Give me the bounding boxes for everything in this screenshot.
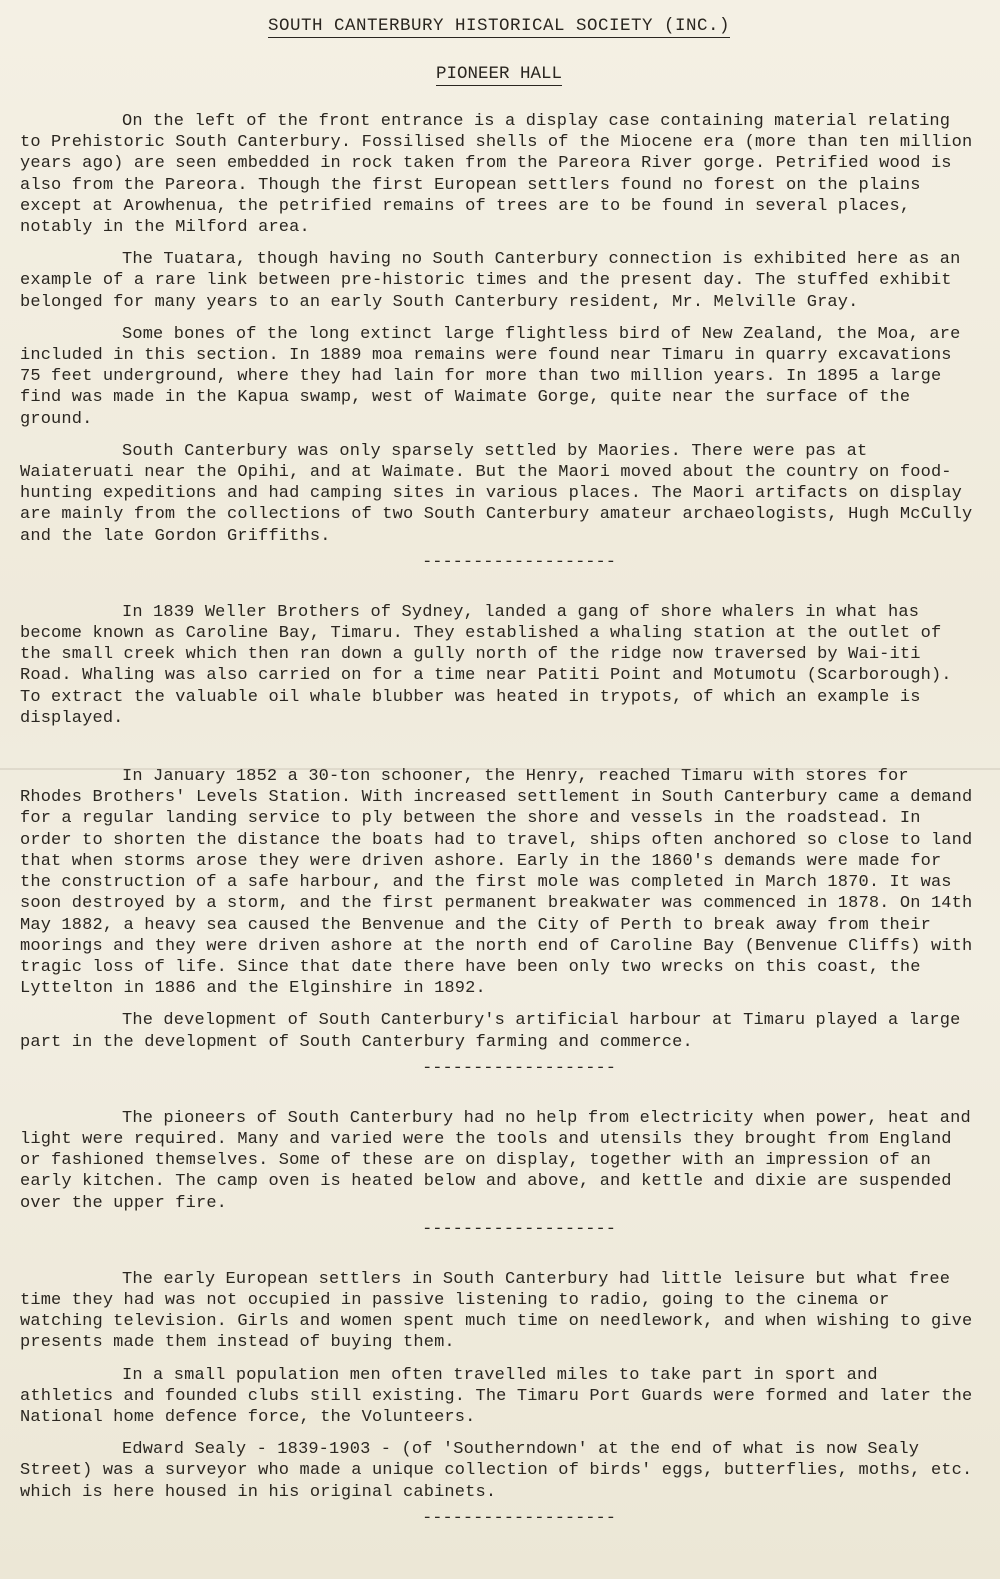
paragraph-edward-sealy: Edward Sealy - 1839-1903 - (of 'Southerndown' at the end of what is now Sealy Street) was a surveyor who made a unique collection of birds' eggs, butterflies, moths, etc. which is here housed in his original cabinets. xyxy=(20,1440,973,1502)
paper-fold-line xyxy=(0,768,1000,770)
paragraph-leisure: The early European settlers in South Canterbury had little leisure but what free time they had was not occupied in passive listening to radio, going to the cinema or watching television. Girls and women spent much time on needlework, and when wishing to give presents made them instead of buying them. xyxy=(20,1269,973,1353)
paragraph-harbour-development: The development of South Canterbury's artificial harbour at Timaru played a large part in the development of South Canterbury farming and commerce. xyxy=(20,1011,961,1052)
paragraph-sport: In a small population men often travelled miles to take part in sport and athletics and founded clubs still existing. The Timaru Port Guards were formed and later the National home defence force, the Volunteers. xyxy=(20,1365,973,1427)
paragraph-harbour: In January 1852 a 30-ton schooner, the Henry, reached Timaru with stores for Rhodes Brothers' Levels Station. With increased settlement in South Canterbury came a demand for a regular landing service to ply between the shore and vessels in the roadstead. In order to shorten the distance the boats had to travel, ships often anchored so close to land that when storms arose they were driven ashore. Early in the 1860's demands were made for the construction of a safe harbour, and the first mole was completed in March 1870. It was soon destroyed by a storm, and the first permanent breakwater was commenced in 1878. On 14th May 1882, a heavy sea caused the Benvenue and the City of Perth to break away from their moorings and they were driven ashore at the north end of Caroline Bay (Benvenue Cliffs) with tragic loss of life. Since that date there have been only two wrecks on this coast, the Lyttelton in 1886 and the Elginshire in 1892. xyxy=(20,767,973,999)
paragraph-maori: South Canterbury was only sparsely settled by Maories. There were pas at Waiateruati near the Opihi, and at Waimate. But the Maori moved about the country on food-hunting expeditions and had camping sites in various places. The Maori artifacts on display are mainly from the collections of two South Canterbury amateur archaeologists, Hugh McCully and the late Gordon Griffiths. xyxy=(20,441,973,546)
paragraph-whaling: In 1839 Weller Brothers of Sydney, landed a gang of shore whalers in what has become known as Caroline Bay, Timaru. They established a whaling station at the outlet of the small creek which then ran down a gully north of the ridge now traversed by Wai-iti Road. Whaling was also carried on for a time near Patiti Point and Motumotu (Scarborough). To extract the valuable oil whale blubber was heated in trypots, of which an example is displayed. xyxy=(20,602,952,728)
society-header-text: SOUTH CANTERBURY HISTORICAL SOCIETY (INC.) xyxy=(267,16,731,36)
paragraph-moa: Some bones of the long extinct large flightless bird of New Zealand, the Moa, are included in this section. In 1889 moa remains were found near Timaru in quarry excavations 75 feet underground, where they had lain for more than two million years. In 1895 a large find was made in the Kapua swamp, west of Waimate Gorge, quite near the surface of the ground. xyxy=(20,324,961,429)
document-title xyxy=(20,63,978,84)
society-header xyxy=(20,18,978,36)
paragraph-prehistoric: On the left of the front entrance is a display case containing material relating to Prehistoric South Canterbury. Fossilised shells of the Miocene era (more than ten million years ago) are seen embedded in rock taken from the Pareora River gorge. Petrified wood is also from the Pareora. Though the first European settlers found no forest on the plains except at Arowhenua, the petrified remains of trees are to be found in several places, notably in the Milford area. xyxy=(20,112,973,238)
section-separator: ------------------- xyxy=(422,1508,616,1528)
document-title-text: PIONEER HALL xyxy=(435,63,563,84)
section-separator: ------------------- xyxy=(422,552,616,572)
paragraph-pioneers-tools: The pioneers of South Canterbury had no help from electricity when power, heat and light were required. Many and varied were the tools and utensils they brought from England or fashioned themselves. Some of these are on display, together with an impression of an early kitchen. The camp oven is heated below and above, and kettle and dixie are suspended over the upper fire. xyxy=(20,1108,971,1213)
section-separator: ------------------- xyxy=(422,1058,616,1078)
section-separator: ------------------- xyxy=(422,1219,616,1239)
paragraph-tuatara: The Tuatara, though having no South Canterbury connection is exhibited here as an example of a rare link between pre-historic times and the present day. The stuffed exhibit belonged for many years to an early South Canterbury resident, Mr. Melville Gray. xyxy=(20,250,961,312)
